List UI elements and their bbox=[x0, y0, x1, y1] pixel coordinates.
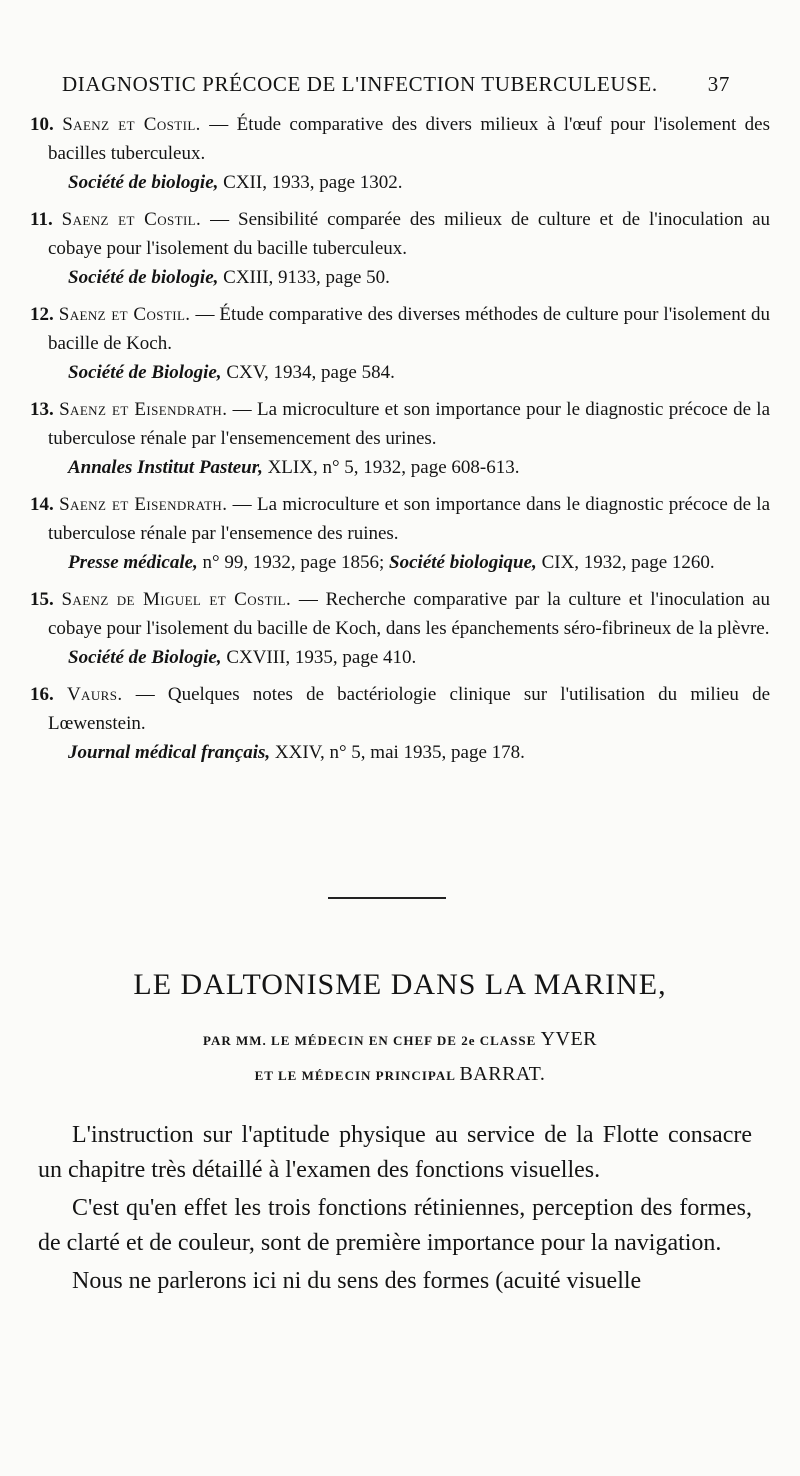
reference-details-secondary: CIX, 1932, page 1260. bbox=[541, 552, 715, 573]
body-paragraph: Nous ne parlerons ici ni du sens des formes (acuité visuelle bbox=[72, 1268, 642, 1294]
reference-journal: Société de Biologie, bbox=[68, 362, 222, 383]
reference-number: 13. bbox=[30, 399, 54, 420]
reference-title: — Sensibilité comparée des milieux de culture et de l'inoculation au cobaye pour l'isolement du bacille tuberculeux. bbox=[48, 209, 771, 259]
reference-authors: Saenz de Miguel et Costil. bbox=[61, 589, 292, 610]
reference-journal: Société de biologie, bbox=[68, 267, 219, 288]
reference-title: — Recherche comparative par la culture et l'inoculation au cobaye pour l'isolement du bacille de Koch, dans les épanchements séro-fibrineux de la plèvre. bbox=[48, 589, 771, 639]
reference-authors: Vaurs. bbox=[66, 684, 123, 705]
byline-prefix: ET LE MÉDECIN PRINCIPAL bbox=[254, 1068, 456, 1083]
reference-list bbox=[30, 110, 770, 775]
body-paragraph: L'instruction sur l'aptitude physique au service de la Flotte consacre un chapitre très détaillé à l'examen des fonctions visuelles. bbox=[38, 1122, 752, 1183]
reference-number: 12. bbox=[30, 304, 54, 325]
reference-journal: Annales Institut Pasteur, bbox=[68, 457, 263, 478]
reference-number: 10. bbox=[30, 114, 54, 135]
reference-journal: Journal médical français, bbox=[68, 742, 271, 763]
article-body bbox=[38, 1118, 752, 1299]
body-paragraph: C'est qu'en effet les trois fonctions rétiniennes, perception des formes, de clarté et de couleur, sont de première importance pour la navigation. bbox=[38, 1195, 752, 1256]
author-name: BARRAT. bbox=[459, 1063, 546, 1085]
reference-item bbox=[30, 680, 770, 767]
reference-number: 16. bbox=[30, 684, 54, 705]
reference-item bbox=[30, 110, 770, 197]
reference-authors: Saenz et Costil. bbox=[62, 114, 201, 135]
byline-line-1 bbox=[0, 1028, 800, 1051]
reference-title: — La microculture et son importance pour le diagnostic précoce de la tuberculose rénale par l'ensemencement des urines. bbox=[48, 399, 771, 449]
reference-authors: Saenz et Eisendrath. bbox=[59, 494, 228, 515]
reference-details: n° 99, 1932, page 1856; bbox=[202, 552, 385, 573]
reference-authors: Saenz et Eisendrath. bbox=[59, 399, 228, 420]
reference-journal-secondary: Société biologique, bbox=[389, 552, 537, 573]
reference-authors: Saenz et Costil. bbox=[61, 209, 202, 230]
author-name: YVER bbox=[540, 1028, 598, 1050]
reference-title: — Étude comparative des diverses méthodes de culture pour l'isolement du bacille de Koch. bbox=[48, 304, 770, 354]
reference-details: XXIV, n° 5, mai 1935, page 178. bbox=[274, 742, 525, 763]
reference-number: 14. bbox=[30, 494, 54, 515]
reference-item bbox=[30, 205, 770, 292]
byline-prefix: PAR MM. LE MÉDECIN EN CHEF DE 2e CLASSE bbox=[202, 1033, 537, 1048]
reference-item bbox=[30, 490, 770, 577]
reference-authors: Saenz et Costil. bbox=[58, 304, 191, 325]
reference-details: CXVIII, 1935, page 410. bbox=[226, 647, 417, 668]
reference-journal: Société de biologie, bbox=[68, 172, 219, 193]
reference-title: — Étude comparative des divers milieux à l'œuf pour l'isolement des bacilles tuberculeux. bbox=[48, 114, 770, 164]
reference-details: XLIX, n° 5, 1932, page 608-613. bbox=[267, 457, 520, 478]
running-title: DIAGNOSTIC PRÉCOCE DE L'INFECTION TUBERCULEUSE. bbox=[62, 72, 658, 96]
article-title: LE DALTONISME DANS LA MARINE, bbox=[133, 968, 667, 1001]
reference-details: CXIII, 9133, page 50. bbox=[223, 267, 390, 288]
reference-item bbox=[30, 395, 770, 482]
reference-title: — Quelques notes de bactériologie clinique sur l'utilisation du milieu de Lœwenstein. bbox=[48, 684, 771, 734]
page-number: 37 bbox=[707, 72, 730, 96]
section-divider bbox=[328, 897, 446, 899]
reference-number: 15. bbox=[30, 589, 54, 610]
reference-number: 11. bbox=[30, 209, 53, 230]
reference-details: CXII, 1933, page 1302. bbox=[223, 172, 403, 193]
reference-item bbox=[30, 300, 770, 387]
reference-details: CXV, 1934, page 584. bbox=[226, 362, 395, 383]
byline-line-2 bbox=[0, 1063, 800, 1086]
reference-journal: Société de Biologie, bbox=[68, 647, 222, 668]
running-header bbox=[62, 72, 730, 97]
reference-item bbox=[30, 585, 770, 672]
reference-title: — La microculture et son importance dans le diagnostic précoce de la tuberculose rénale par l'ensemence des ruines. bbox=[48, 494, 771, 544]
reference-journal: Presse médicale, bbox=[68, 552, 198, 573]
